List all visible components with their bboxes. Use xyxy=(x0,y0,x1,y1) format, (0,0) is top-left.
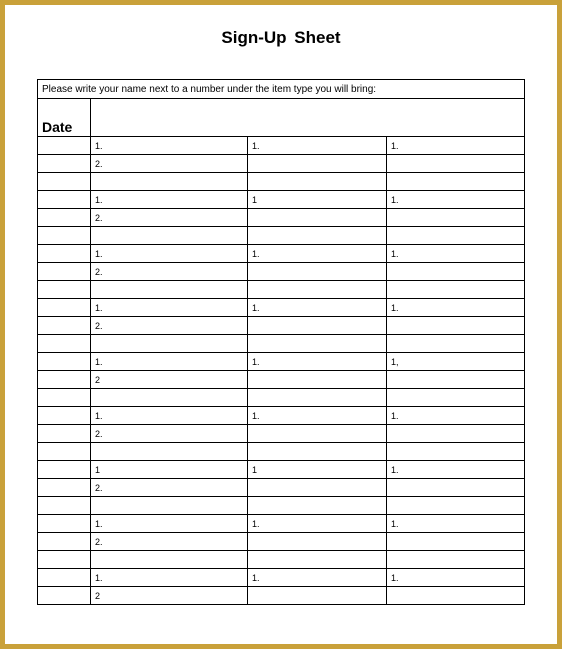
table-row xyxy=(38,389,525,407)
item-column-1-cell xyxy=(91,443,248,461)
date-cell xyxy=(38,461,91,479)
instructions-text: Please write your name next to a number under the item type you will bring: xyxy=(38,80,525,99)
table-row xyxy=(38,281,525,299)
table-row xyxy=(38,497,525,515)
date-cell xyxy=(38,173,91,191)
item-column-3-cell xyxy=(387,551,525,569)
table-row xyxy=(38,479,525,497)
item-column-1-cell: 2. xyxy=(91,425,248,443)
item-column-2-cell xyxy=(248,479,387,497)
item-column-3-cell xyxy=(387,281,525,299)
item-column-2-cell xyxy=(248,371,387,389)
item-column-1-cell xyxy=(91,227,248,245)
item-column-1-cell: 2 xyxy=(91,371,248,389)
item-column-2-cell xyxy=(248,263,387,281)
date-cell xyxy=(38,155,91,173)
item-column-1-cell: 2. xyxy=(91,317,248,335)
date-cell xyxy=(38,209,91,227)
table-row xyxy=(38,317,525,335)
item-column-3-cell xyxy=(387,425,525,443)
item-column-2-cell: 1. xyxy=(248,515,387,533)
item-column-3-cell xyxy=(387,497,525,515)
date-cell xyxy=(38,569,91,587)
date-cell xyxy=(38,299,91,317)
table-row xyxy=(38,533,525,551)
item-column-1-cell xyxy=(91,281,248,299)
date-cell xyxy=(38,245,91,263)
item-column-1-cell: 1. xyxy=(91,191,248,209)
table-row xyxy=(38,335,525,353)
table-row xyxy=(38,299,525,317)
item-column-2-cell xyxy=(248,173,387,191)
item-column-3-cell xyxy=(387,227,525,245)
item-column-3-cell xyxy=(387,533,525,551)
item-column-1-cell: 2. xyxy=(91,155,248,173)
instructions-row xyxy=(38,80,525,99)
date-cell xyxy=(38,389,91,407)
item-column-2-cell: 1. xyxy=(248,137,387,155)
date-cell xyxy=(38,317,91,335)
header-row xyxy=(38,99,525,137)
item-column-3-cell xyxy=(387,263,525,281)
item-column-2-cell xyxy=(248,551,387,569)
item-column-3-cell xyxy=(387,173,525,191)
table-row xyxy=(38,155,525,173)
item-column-3-cell: 1. xyxy=(387,299,525,317)
item-column-2-cell xyxy=(248,227,387,245)
item-column-1-cell: 2. xyxy=(91,479,248,497)
table-row xyxy=(38,245,525,263)
item-column-3-cell: 1. xyxy=(387,137,525,155)
signup-table xyxy=(37,79,525,605)
item-column-2-cell xyxy=(248,425,387,443)
item-column-2-cell xyxy=(248,443,387,461)
item-column-1-cell xyxy=(91,173,248,191)
date-cell xyxy=(38,533,91,551)
item-header-cell xyxy=(91,99,525,137)
date-cell xyxy=(38,551,91,569)
date-cell xyxy=(38,371,91,389)
item-column-3-cell xyxy=(387,443,525,461)
table-row xyxy=(38,569,525,587)
table-row xyxy=(38,209,525,227)
item-column-3-cell xyxy=(387,479,525,497)
date-cell xyxy=(38,479,91,497)
item-column-3-cell xyxy=(387,155,525,173)
item-column-2-cell: 1. xyxy=(248,299,387,317)
item-column-3-cell xyxy=(387,317,525,335)
item-column-2-cell xyxy=(248,533,387,551)
item-column-1-cell: 1 xyxy=(91,461,248,479)
table-row xyxy=(38,173,525,191)
item-column-2-cell xyxy=(248,335,387,353)
item-column-3-cell xyxy=(387,335,525,353)
date-cell xyxy=(38,587,91,605)
item-column-3-cell: 1. xyxy=(387,461,525,479)
item-column-1-cell xyxy=(91,335,248,353)
item-column-3-cell: 1. xyxy=(387,515,525,533)
table-row xyxy=(38,137,525,155)
item-column-3-cell: 1. xyxy=(387,245,525,263)
item-column-2-cell: 1 xyxy=(248,461,387,479)
item-column-1-cell: 1. xyxy=(91,245,248,263)
table-row xyxy=(38,551,525,569)
item-column-1-cell: 2. xyxy=(91,263,248,281)
item-column-1-cell xyxy=(91,497,248,515)
item-column-2-cell: 1. xyxy=(248,353,387,371)
table-row xyxy=(38,407,525,425)
item-column-1-cell: 1. xyxy=(91,299,248,317)
table-row xyxy=(38,227,525,245)
table-row xyxy=(38,587,525,605)
item-column-1-cell: 2. xyxy=(91,533,248,551)
item-column-3-cell xyxy=(387,587,525,605)
item-column-3-cell xyxy=(387,389,525,407)
item-column-2-cell xyxy=(248,209,387,227)
date-cell xyxy=(38,443,91,461)
table-row xyxy=(38,263,525,281)
item-column-2-cell xyxy=(248,155,387,173)
item-column-2-cell xyxy=(248,389,387,407)
date-cell xyxy=(38,191,91,209)
item-column-2-cell xyxy=(248,317,387,335)
date-cell xyxy=(38,497,91,515)
date-cell xyxy=(38,335,91,353)
item-column-2-cell: 1. xyxy=(248,245,387,263)
table-row xyxy=(38,443,525,461)
item-column-2-cell: 1. xyxy=(248,569,387,587)
item-column-1-cell: 1. xyxy=(91,407,248,425)
table-row xyxy=(38,515,525,533)
table-row xyxy=(38,191,525,209)
table-row xyxy=(38,371,525,389)
item-column-2-cell xyxy=(248,497,387,515)
item-column-1-cell: 2 xyxy=(91,587,248,605)
item-column-1-cell: 1. xyxy=(91,569,248,587)
item-column-1-cell xyxy=(91,389,248,407)
item-column-1-cell: 1. xyxy=(91,515,248,533)
date-cell xyxy=(38,353,91,371)
item-column-1-cell: 2. xyxy=(91,209,248,227)
date-cell xyxy=(38,263,91,281)
item-column-3-cell: 1. xyxy=(387,191,525,209)
date-cell xyxy=(38,227,91,245)
item-column-3-cell: 1. xyxy=(387,569,525,587)
table-row xyxy=(38,461,525,479)
date-cell xyxy=(38,425,91,443)
item-column-3-cell: 1, xyxy=(387,353,525,371)
item-column-3-cell xyxy=(387,209,525,227)
date-cell xyxy=(38,515,91,533)
item-column-3-cell: 1. xyxy=(387,407,525,425)
item-column-3-cell xyxy=(387,371,525,389)
date-cell xyxy=(38,137,91,155)
date-column-header: Date xyxy=(38,99,91,137)
item-column-1-cell xyxy=(91,551,248,569)
item-column-1-cell: 1. xyxy=(91,137,248,155)
item-column-2-cell xyxy=(248,281,387,299)
table-row xyxy=(38,353,525,371)
item-column-2-cell xyxy=(248,587,387,605)
date-cell xyxy=(38,281,91,299)
date-cell xyxy=(38,407,91,425)
page-title: Sign-Up Sheet xyxy=(221,28,341,47)
item-column-1-cell: 1. xyxy=(91,353,248,371)
table-row xyxy=(38,425,525,443)
item-column-2-cell: 1 xyxy=(248,191,387,209)
item-column-2-cell: 1. xyxy=(248,407,387,425)
